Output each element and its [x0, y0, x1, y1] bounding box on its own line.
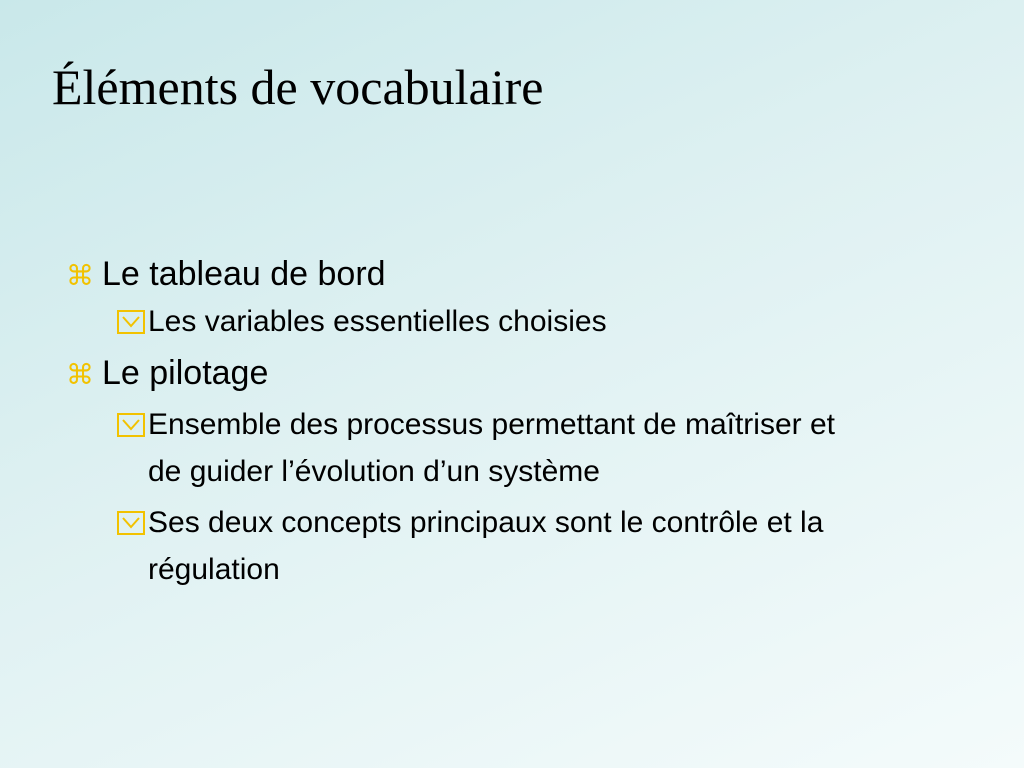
bullet-list [66, 252, 966, 593]
sub-bullet-item-ensemble [116, 401, 876, 495]
bullet-text: Le pilotage [102, 354, 269, 392]
checkbox-tick-icon [116, 410, 146, 440]
sub-bullet-text: Les variables essentielles choisies [148, 305, 607, 338]
command-key-icon: ⌘ [66, 358, 94, 391]
checkbox-tick-icon [116, 307, 146, 337]
sub-bullet-text: Ses deux concepts principaux sont le contrôle et la régulation [148, 506, 824, 586]
sub-bullet-item-variables [116, 298, 876, 345]
bullet-text: Le tableau de bord [102, 255, 386, 293]
bullet-item-pilotage [66, 351, 966, 397]
sub-bullet-item-concepts [116, 499, 876, 593]
sub-bullet-text: Ensemble des processus permettant de maîtriser et de guider l’évolution d’un système [148, 408, 835, 488]
checkbox-tick-icon [116, 508, 146, 538]
slide-title: Éléments de vocabulaire [52, 59, 544, 115]
command-key-icon: ⌘ [66, 259, 94, 292]
bullet-item-tableau-de-bord [66, 252, 966, 298]
